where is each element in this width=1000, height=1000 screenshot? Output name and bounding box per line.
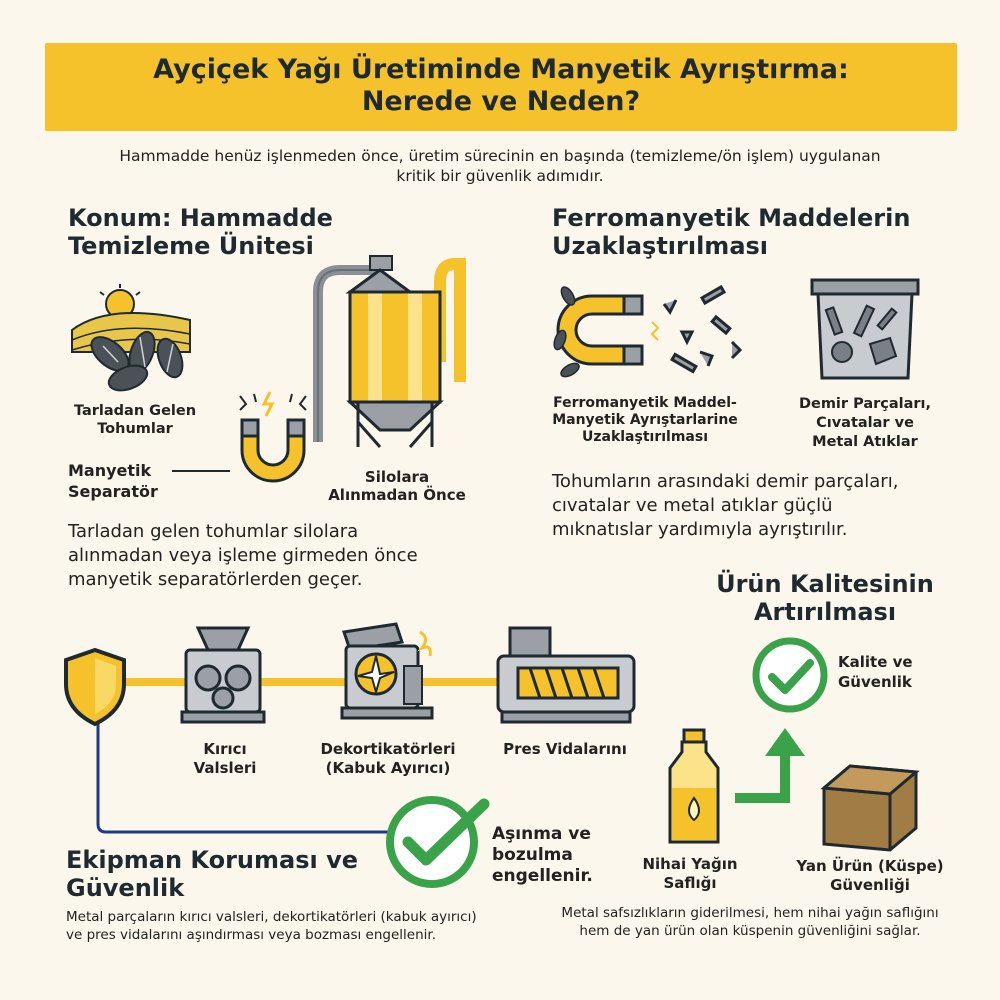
location-desc-line-3: manyetik separatörlerden geçer.	[68, 569, 363, 590]
seeds-label-line-2: Tohumlar	[97, 421, 173, 437]
bin-label-line-1: Demir Parçaları,	[798, 396, 932, 412]
equipment-flow-line	[90, 720, 390, 840]
magnet-label-line-3: Uzaklaştırılması	[581, 429, 708, 445]
equipment-desc-line-1: Metal parçaların kırıcı valsleri, dekortikatörleri (kabuk ayırıcı)	[66, 909, 477, 925]
oil-bottle-icon	[664, 728, 724, 848]
title-line-2: Nerede ve Neden?	[361, 86, 641, 117]
quality-heading-line-2: Artırılması	[753, 598, 897, 626]
equipment-check-text-line-3: engellenir.	[492, 866, 593, 886]
crusher-label	[180, 740, 270, 778]
ferro-desc-line-1: Tohumların arasındaki demir parçaları,	[552, 471, 899, 492]
oil-label-line-2: Saflığı	[663, 874, 717, 892]
bin-label-line-3: Metal Atıklar	[812, 434, 918, 450]
up-arrow-icon	[735, 722, 825, 812]
title-line-1: Ayçiçek Yağı Üretiminde Manyetik Ayrıştırma:	[153, 54, 849, 85]
magnet-attracting-metal-icon	[552, 282, 752, 382]
separator-label-line-2: Separatör	[68, 482, 158, 501]
quality-check-label-line-2: Güvenlik	[838, 673, 912, 691]
crusher-label-line-2: Valsleri	[193, 759, 257, 777]
meal-cake-icon	[820, 762, 920, 852]
separator-label	[68, 460, 168, 502]
equipment-check-text-line-1: Aşınma ve	[492, 824, 591, 844]
bin-label	[780, 395, 950, 452]
meal-label-line-1: Yan Ürün (Küspe)	[796, 857, 944, 875]
separator-pointer-line	[172, 470, 230, 472]
equipment-heading-line-1: Ekipman Koruması ve	[66, 846, 358, 874]
decorticator-label-line-2: (Kabuk Ayırıcı)	[325, 759, 451, 777]
location-desc-line-2: alınmadan veya işleme girmeden önce	[68, 545, 418, 566]
seeds-label	[55, 402, 215, 438]
intro-line-2: kritik bir güvenlik adımıdır.	[396, 167, 604, 185]
location-heading-line-1: Konum: Hammadde	[68, 204, 333, 232]
screw-press-icon	[496, 626, 636, 726]
quality-description	[540, 904, 960, 940]
location-description	[68, 520, 488, 592]
ferro-heading	[552, 204, 910, 260]
equipment-desc-line-2: ve pres vidalarını aşındırması veya bozması engellenir.	[66, 927, 437, 943]
silo-label-line-1: Silolara	[364, 468, 430, 486]
equipment-heading-line-2: Güvenlik	[66, 874, 185, 902]
decorticator-icon	[336, 622, 440, 726]
crusher-rollers-icon	[180, 626, 266, 726]
equipment-check-text	[492, 824, 612, 887]
seeds-label-line-1: Tarladan Gelen	[73, 403, 197, 419]
sunflower-seeds-icon	[70, 282, 200, 392]
decorticator-label	[308, 740, 468, 778]
horseshoe-magnet-icon	[232, 390, 314, 490]
shield-icon	[62, 648, 128, 726]
meal-label-line-2: Güvenliği	[830, 876, 910, 894]
ferro-description	[552, 470, 972, 542]
magnet-label-line-2: Manyetik Ayrıştarlarine	[552, 412, 738, 428]
ferro-desc-line-2: cıvatalar ve metal atıklar güçlü	[552, 495, 833, 516]
oil-label-line-1: Nihai Yağın	[642, 855, 738, 873]
press-label-line-1: Pres Vidalarını	[503, 740, 627, 758]
intro-text	[80, 146, 920, 186]
silo-icon	[310, 252, 470, 452]
metal-waste-bin-icon	[810, 278, 920, 382]
quality-heading	[700, 570, 950, 626]
decorticator-label-line-1: Dekortikatörleri	[320, 740, 456, 758]
meal-label	[790, 857, 950, 895]
equipment-check-text-line-2: bozulma	[492, 845, 573, 865]
equipment-heading	[66, 846, 358, 902]
magnet-label-line-1: Ferromanyetik Maddel-	[553, 395, 737, 411]
quality-check-label-line-1: Kalite ve	[838, 653, 913, 671]
ferro-heading-line-1: Ferromanyetik Maddelerin	[552, 204, 911, 232]
intro-line-1: Hammadde henüz işlenmeden önce, üretim sürecinin en başında (temizleme/ön işlem) uygulanan	[119, 147, 881, 165]
press-label	[490, 740, 640, 759]
quality-desc-line-2: hem de yan ürün olan küspenin güvenliğini sağlar.	[579, 923, 921, 939]
oil-label	[630, 855, 750, 893]
ferro-heading-line-2: Uzaklaştırılması	[552, 232, 769, 260]
equipment-description	[66, 908, 526, 944]
location-heading-line-2: Temizleme Ünitesi	[68, 232, 314, 260]
location-heading	[68, 204, 333, 260]
page-title	[45, 54, 957, 118]
quality-check-label	[838, 652, 938, 692]
equipment-checkmark-icon	[384, 790, 496, 890]
separator-label-line-1: Manyetik	[68, 461, 152, 480]
magnet-label	[540, 395, 750, 446]
bin-label-line-2: Cıvatalar ve	[816, 415, 914, 431]
quality-heading-line-1: Ürün Kalitesinin	[716, 570, 934, 598]
quality-checkmark-icon	[750, 635, 830, 715]
silo-label-line-2: Alınmadan Önce	[328, 486, 466, 504]
crusher-label-line-1: Kırıcı	[203, 740, 247, 758]
quality-desc-line-1: Metal safsızlıkların giderilmesi, hem nihai yağın saflığını	[561, 905, 939, 921]
silo-label	[322, 468, 472, 504]
location-desc-line-1: Tarladan gelen tohumlar silolara	[68, 521, 359, 542]
ferro-desc-line-3: mıknatıslar yardımıyla ayrıştırılır.	[552, 519, 848, 540]
